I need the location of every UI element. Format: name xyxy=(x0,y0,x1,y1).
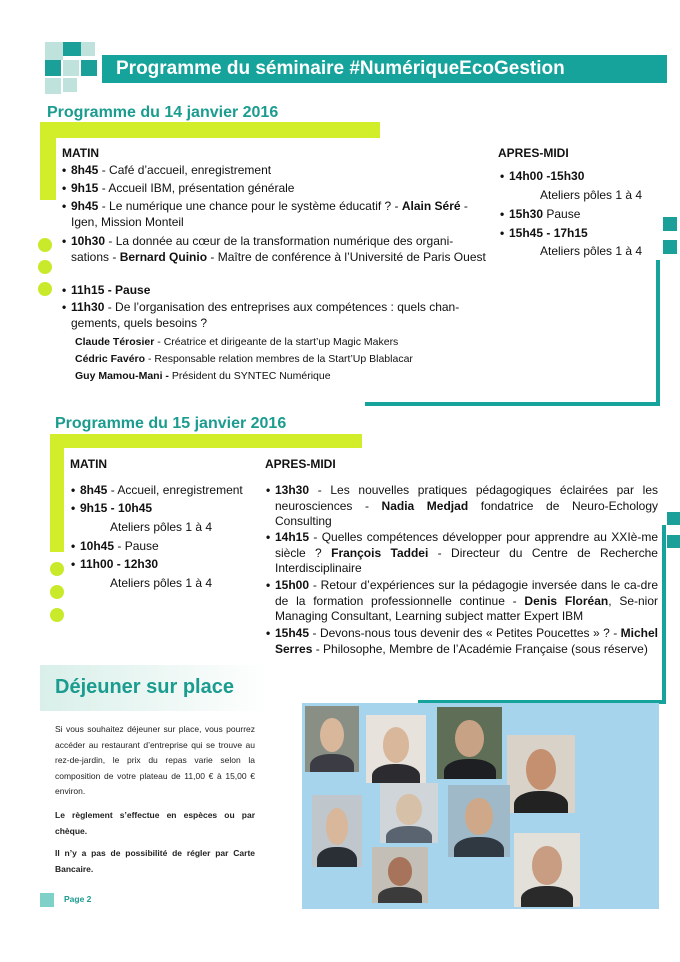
decor-square xyxy=(663,240,677,254)
teal-line xyxy=(662,525,666,703)
lunch-para: Il n’y a pas de possibilité de régler par Carte Bancaire. xyxy=(55,848,255,874)
decor-dot xyxy=(50,562,64,576)
lunch-para: Le règlement s’effectue en espèces ou par chèque. xyxy=(55,810,255,836)
decor-square xyxy=(45,42,63,60)
decor-square xyxy=(663,217,677,231)
decor-dot xyxy=(50,608,64,622)
day2-item: • 11h00 - 12h30 xyxy=(80,557,158,573)
day1-morning-label: MATIN xyxy=(62,146,100,160)
day1-item: • 11h15 - Pause xyxy=(71,283,491,299)
speaker-photo xyxy=(437,707,502,779)
day2-detail: Ateliers pôles 1 à 4 xyxy=(110,520,213,534)
day1-item: • 11h30 - De l’organisation des entreprises aux compétences : quels chan-gements, quels besoins ? xyxy=(71,300,491,331)
speaker-photos xyxy=(302,703,659,909)
decor-square xyxy=(667,535,680,548)
day2-item: • 10h45 - Pause xyxy=(80,539,159,555)
lime-bar xyxy=(40,122,380,138)
speaker-photo xyxy=(448,785,510,857)
day2-pm-item: • 15h45 - Devons-nous tous devenir des « Petites Poucettes » ? - Michel Serres - Philosophe, Membre de l’Académie Française (sous réserve) xyxy=(275,626,658,657)
day1-pm-item: • 15h45 - 17h15 xyxy=(509,226,588,242)
decor-square xyxy=(63,60,79,76)
decor-dot xyxy=(50,585,64,599)
decor-dot xyxy=(38,260,52,274)
speaker-photo xyxy=(507,735,575,813)
day1-item: • 10h30 - La donnée au cœur de la transformation numérique des organi-sations - Bernard Quinio - Maître de conférence à l’Université de Paris Ouest xyxy=(71,234,486,265)
day2-pm-item: • 15h00 - Retour d’expériences sur la pédagogie inversée dans le ca-dre de la formation professionnelle continue - Denis Floréan, Se-nior Managing Consultant, Learning subject matter Expert IBM xyxy=(275,578,658,625)
speaker-photo xyxy=(514,833,580,907)
decor-square xyxy=(45,60,61,76)
speaker-photo xyxy=(366,715,426,783)
day1-item: • 9h45 - Le numérique une chance pour le système éducatif ? - Alain Séré - Igen, Mission Monteil xyxy=(71,199,491,230)
lunch-title: Déjeuner sur place xyxy=(55,676,234,698)
decor-dot xyxy=(38,282,52,296)
speaker-photo xyxy=(305,706,359,772)
lunch-para: Si vous souhaitez déjeuner sur place, vous pourrez accéder au restaurant d’entreprise qui se trouve au rez-de-jardin, le prix du repas varie selon la composition de votre plateau de 11,00 € à 15,00 € environ. xyxy=(55,724,255,796)
day2-title: Programme du 15 janvier 2016 xyxy=(55,415,287,432)
teal-line xyxy=(656,260,660,406)
speaker-photo xyxy=(372,847,428,903)
day1-afternoon-label: APRES-MIDI xyxy=(498,146,569,160)
day2-afternoon-label: APRES-MIDI xyxy=(265,457,336,471)
day2-detail: Ateliers pôles 1 à 4 xyxy=(110,576,213,590)
decor-square xyxy=(45,78,61,94)
speaker-line: Guy Mamou-Mani - Président du SYNTEC Numérique xyxy=(75,370,331,382)
decor-dot xyxy=(38,238,52,252)
day1-pm-item: • 15h30 Pause xyxy=(509,207,580,223)
teal-line xyxy=(365,402,660,406)
day1-pm-item: • 14h00 -15h30 xyxy=(509,169,584,185)
page-title: Programme du séminaire #NumériqueEcoGestion xyxy=(102,55,667,83)
decor-square xyxy=(81,42,95,56)
decor-square xyxy=(63,78,77,92)
speaker-line: Cédric Favéro - Responsable relation membres de la Start’Up Blablacar xyxy=(75,353,413,365)
decor-square xyxy=(63,42,81,56)
day1-pm-detail: Ateliers pôles 1 à 4 xyxy=(540,188,643,202)
lime-bar xyxy=(50,434,362,448)
decor-square xyxy=(81,60,97,76)
speaker-photo xyxy=(312,795,362,867)
day1-item: • 9h15 - Accueil IBM, présentation générale xyxy=(71,181,491,197)
footer-square xyxy=(40,893,54,907)
day2-pm-item: • 14h15 - Quelles compétences développer pour apprendre au XXIè-me siècle ? François Taddei - Directeur du Centre de Recherche Interdisciplinaire xyxy=(275,530,658,577)
decor-square xyxy=(667,512,680,525)
day1-item: • 8h45 - Café d’accueil, enregistrement xyxy=(71,163,491,179)
day2-pm-item: • 13h30 - Les nouvelles pratiques pédagogiques éclairées par les neurosciences - Nadia Medjad fondatrice de Neuro-Echology Consulting xyxy=(275,483,658,530)
page-number: Page 2 xyxy=(64,894,92,904)
day2-item: • 8h45 - Accueil, enregistrement xyxy=(80,483,243,499)
lime-bar-vertical xyxy=(40,122,56,200)
speaker-photo xyxy=(380,783,438,843)
speaker-line: Claude Térosier - Créatrice et dirigeante de la start’up Magic Makers xyxy=(75,336,399,348)
day1-pm-detail: Ateliers pôles 1 à 4 xyxy=(540,244,643,258)
day2-item: • 9h15 - 10h45 xyxy=(80,501,152,517)
day1-title: Programme du 14 janvier 2016 xyxy=(47,104,279,121)
lime-bar-vertical xyxy=(50,434,64,552)
day2-morning-label: MATIN xyxy=(70,457,108,471)
